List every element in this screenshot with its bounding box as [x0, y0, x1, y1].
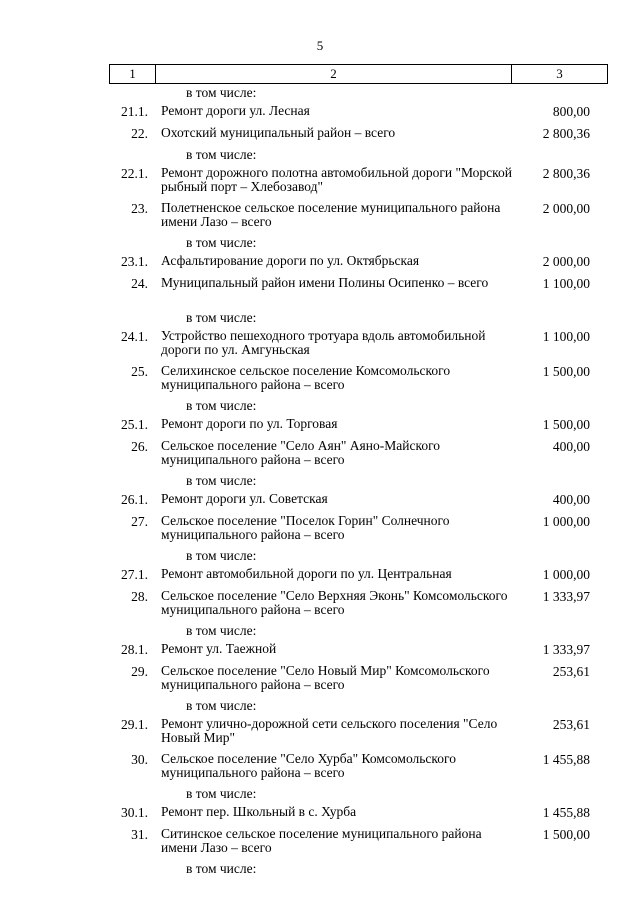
- subheading-including: в том числе:: [186, 548, 257, 563]
- table-row: [0, 567, 640, 589]
- row-number: 24.: [131, 276, 148, 291]
- table-row: [0, 624, 640, 642]
- row-description: Сельское поселение "Поселок Горин" Солнечного муниципального района – всего: [161, 513, 450, 542]
- table-row: [0, 589, 640, 624]
- row-description: Асфальтирование дороги по ул. Октябрьская: [161, 253, 420, 268]
- row-number: 30.: [131, 752, 148, 767]
- table-row: [0, 276, 640, 311]
- subheading-including: в том числе:: [186, 310, 257, 325]
- subheading-including: в том числе:: [186, 85, 257, 100]
- table-row: [0, 439, 640, 474]
- table-row: [0, 492, 640, 514]
- table-row: [0, 254, 640, 276]
- table-row: [0, 514, 640, 549]
- row-amount: 1 455,88: [542, 752, 590, 767]
- table-row: [0, 827, 640, 862]
- subheading-including: в том числе:: [186, 147, 257, 162]
- subheading-including: в том числе:: [186, 235, 257, 250]
- subheading-including: в том числе:: [186, 398, 257, 413]
- row-amount: 1 333,97: [542, 642, 590, 657]
- table-row: [0, 86, 640, 104]
- row-description: Селихинское сельское поселение Комсомольского муниципального района – всего: [161, 363, 451, 392]
- row-number: 28.1.: [121, 642, 148, 657]
- table-row: [0, 787, 640, 805]
- row-description: Ремонт дорожного полотна автомобильной дороги "Морской рыбный порт – Хлебозавод": [161, 165, 512, 194]
- row-number: 26.1.: [121, 492, 148, 507]
- row-description: Полетненское сельское поселение муниципального района имени Лазо – всего: [161, 200, 501, 229]
- row-amount: 1 333,97: [542, 589, 590, 604]
- row-number: 22.: [131, 126, 148, 141]
- row-number: 25.1.: [121, 417, 148, 432]
- table-row: [0, 236, 640, 254]
- row-amount: 2 800,36: [542, 126, 590, 141]
- subheading-including: в том числе:: [186, 623, 257, 638]
- header-col-3: 3: [556, 66, 563, 81]
- row-amount: 1 500,00: [542, 827, 590, 842]
- subheading-including: в том числе:: [186, 786, 257, 801]
- row-description: Сельское поселение "Село Новый Мир" Комсомольского муниципального района – всего: [161, 663, 490, 692]
- row-amount: 253,61: [552, 717, 590, 732]
- table-row: [0, 148, 640, 166]
- row-amount: 1 000,00: [542, 567, 590, 582]
- row-amount: 400,00: [552, 439, 590, 454]
- subheading-including: в том числе:: [186, 861, 257, 876]
- table-row: [0, 474, 640, 492]
- row-description: Ремонт автомобильной дороги по ул. Центральная: [161, 566, 452, 581]
- table-row: [0, 642, 640, 664]
- row-number: 30.1.: [121, 805, 148, 820]
- table-row: [0, 166, 640, 201]
- table-row: [0, 104, 640, 126]
- row-number: 31.: [131, 827, 148, 842]
- row-description: Ремонт дороги ул. Лесная: [161, 103, 310, 118]
- row-amount: 253,61: [552, 664, 590, 679]
- table-row: [0, 311, 640, 329]
- row-description: Ремонт пер. Школьный в с. Хурба: [161, 804, 357, 819]
- row-number: 23.: [131, 201, 148, 216]
- table-row: [0, 549, 640, 567]
- row-amount: 2 000,00: [542, 201, 590, 216]
- row-number: 23.1.: [121, 254, 148, 269]
- row-description: Ремонт улично-дорожной сети сельского поселения "Село Новый Мир": [161, 716, 498, 745]
- row-amount: 1 100,00: [542, 329, 590, 344]
- page-number: 5: [316, 38, 324, 53]
- row-amount: 1 500,00: [542, 364, 590, 379]
- row-description: Охотский муниципальный район – всего: [161, 125, 396, 140]
- table-row: [0, 201, 640, 236]
- table-row: [0, 699, 640, 717]
- table-row: [0, 664, 640, 699]
- row-amount: 1 000,00: [542, 514, 590, 529]
- row-number: 26.: [131, 439, 148, 454]
- row-number: 21.1.: [121, 104, 148, 119]
- row-number: 25.: [131, 364, 148, 379]
- row-description: Сельское поселение "Село Верхняя Эконь" Комсомольского муниципального района – всего: [161, 588, 508, 617]
- header-col-2: 2: [156, 65, 512, 83]
- table-row: [0, 717, 640, 752]
- row-number: 29.: [131, 664, 148, 679]
- table-row: [0, 399, 640, 417]
- row-amount: 1 100,00: [542, 276, 590, 291]
- table-row: [0, 329, 640, 364]
- table-header: [109, 64, 608, 84]
- row-number: 24.1.: [121, 329, 148, 344]
- table-body: [0, 86, 640, 880]
- table-row: [0, 862, 640, 880]
- row-description: Муниципальный район имени Полины Осипенко – всего: [161, 275, 489, 290]
- table-row: [0, 417, 640, 439]
- row-amount: 400,00: [552, 492, 590, 507]
- row-number: 28.: [131, 589, 148, 604]
- subheading-including: в том числе:: [186, 698, 257, 713]
- row-amount: 800,00: [552, 104, 590, 119]
- row-description: Ремонт ул. Таежной: [161, 641, 277, 656]
- table-row: [0, 126, 640, 148]
- row-amount: 2 800,36: [542, 166, 590, 181]
- row-amount: 1 455,88: [542, 805, 590, 820]
- row-description: Устройство пешеходного тротуара вдоль автомобильной дороги по ул. Амгуньская: [161, 328, 486, 357]
- table-row: [0, 364, 640, 399]
- table-row: [0, 805, 640, 827]
- row-number: 29.1.: [121, 717, 148, 732]
- header-col-1: 1: [110, 65, 156, 83]
- row-number: 27.: [131, 514, 148, 529]
- row-amount: 1 500,00: [542, 417, 590, 432]
- row-description: Сельское поселение "Село Аян" Аяно-Майского муниципального района – всего: [161, 438, 441, 467]
- row-amount: 2 000,00: [542, 254, 590, 269]
- row-number: 27.1.: [121, 567, 148, 582]
- row-description: Ситинское сельское поселение муниципального района имени Лазо – всего: [161, 826, 482, 855]
- table-row: [0, 752, 640, 787]
- row-description: Сельское поселение "Село Хурба" Комсомольского муниципального района – всего: [161, 751, 456, 780]
- row-description: Ремонт дороги ул. Советская: [161, 491, 328, 506]
- row-number: 22.1.: [121, 166, 148, 181]
- row-description: Ремонт дороги по ул. Торговая: [161, 416, 338, 431]
- subheading-including: в том числе:: [186, 473, 257, 488]
